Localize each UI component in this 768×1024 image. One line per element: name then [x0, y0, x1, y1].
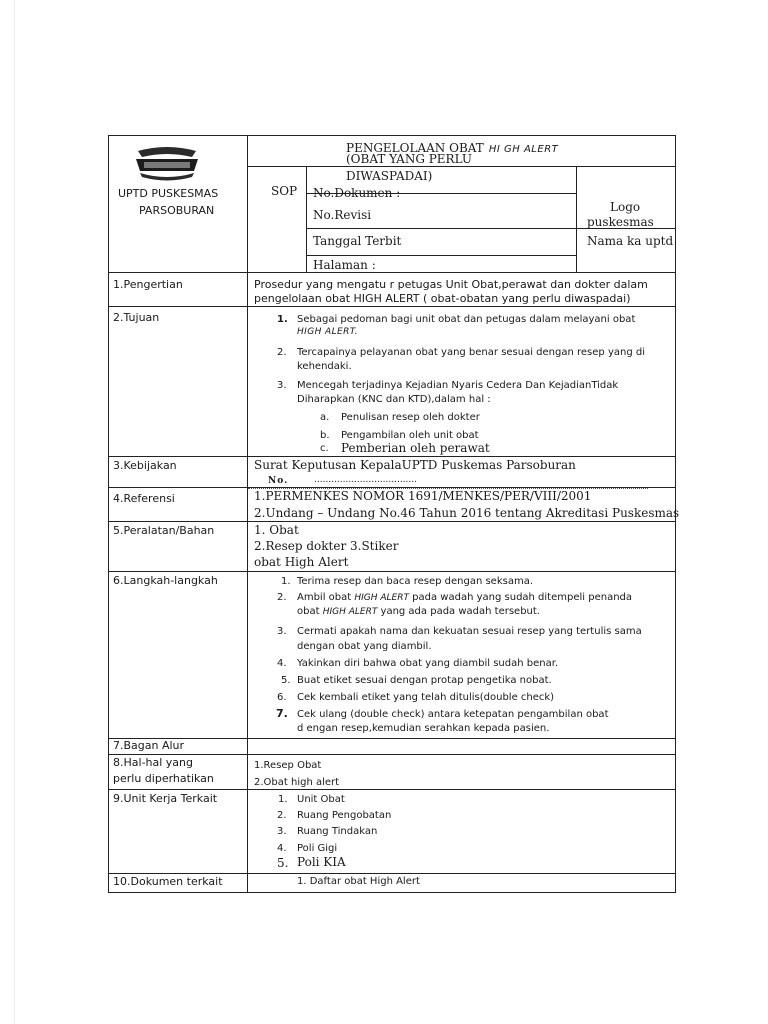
kebijakan-no-dots: ....................................	[314, 475, 417, 485]
step-text: pada wadah yang sudah ditempeli penanda	[409, 592, 633, 603]
list-item: Poli Gigi	[297, 843, 338, 854]
dokumen-item: 1. Daftar obat High Alert	[297, 876, 420, 887]
sub-item-number: c.	[320, 443, 329, 454]
halaman: Halaman :	[313, 258, 376, 272]
list-item-number: 2.	[277, 810, 287, 821]
title-line3: DIWASPADAI)	[346, 169, 433, 183]
unit-kerja-label: 9.Unit Kerja Terkait	[113, 792, 218, 805]
list-item-number: 3.	[277, 380, 287, 391]
org-name-line2: PARSOBURAN	[139, 204, 215, 217]
sub-item-number: b.	[320, 430, 330, 441]
referensi-line-2: 2.Undang – Undang No.46 Tahun 2016 tentang Akreditasi Puskesmas	[254, 506, 680, 520]
list-item: Diharapkan (KNC dan KTD),dalam hal :	[297, 394, 491, 405]
step-number: 3.	[277, 626, 287, 637]
sub-item: Pemberian oleh perawat	[341, 441, 490, 455]
hal-line-2: 2.Obat high alert	[254, 777, 340, 788]
peralatan-line-2: 2.Resep dokter 3.Stiker	[254, 539, 399, 553]
peralatan-line-1: 1. Obat	[254, 523, 299, 537]
referensi-label: 4.Referensi	[113, 492, 175, 505]
step-number: 4.	[277, 658, 287, 669]
list-item-number: 2.	[277, 347, 287, 358]
list-item: Sebagai pedoman bagi unit obat dan petugas dalam melayani obat	[297, 314, 636, 325]
no-dokumen: No.Dokumen :	[313, 186, 401, 200]
org-name-line1: UPTD PUSKESMAS	[118, 187, 219, 200]
peralatan-line-3: obat High Alert	[254, 555, 349, 569]
step-item: Cek kembali etiket yang telah ditulis(double check)	[297, 692, 555, 703]
bagan-label: 7.Bagan Alur	[113, 739, 185, 752]
list-item-number: 3.	[277, 826, 287, 837]
step-item: Cermati apakah nama dan kekuatan sesuai resep yang tertulis sama	[297, 626, 642, 637]
step-item	[297, 592, 632, 604]
sub-item: Pengambilan oleh unit obat	[341, 430, 479, 441]
dokumen-label: 10.Dokumen terkait	[113, 875, 223, 888]
list-item-number: 5.	[277, 856, 289, 870]
step-item: dengan obat yang diambil.	[297, 641, 432, 652]
step-text-italic: HIGH ALERT	[322, 607, 378, 617]
step-number: 6.	[277, 692, 287, 703]
langkah-label: 6.Langkah-langkah	[113, 574, 218, 587]
tujuan-label: 2.Tujuan	[113, 311, 160, 324]
step-text-italic: HIGH ALERT	[354, 593, 409, 603]
pengertian-label: 1.Pengertian	[113, 278, 183, 291]
step-item: Terima resep dan baca resep dengan seksama.	[297, 576, 534, 587]
hal-label-line1: 8.Hal-hal yang	[113, 756, 194, 769]
step-item: Cek ulang (double check) antara ketepatan pengambilan obat	[297, 709, 609, 720]
list-item: Unit Obat	[297, 794, 345, 805]
list-item: Poli KIA	[297, 855, 346, 869]
step-item: Buat etiket sesuai dengan protap pengetika nobat.	[297, 675, 552, 686]
list-item: Tercapainya pelayanan obat yang benar sesuai dengan resep yang di	[297, 347, 645, 358]
step-number: 7.	[276, 707, 288, 720]
list-item: HIGH ALERT.	[297, 327, 358, 337]
sub-item-number: a.	[320, 412, 330, 423]
kebijakan-label: 3.Kebijakan	[113, 459, 177, 472]
list-item: kehendaki.	[297, 361, 352, 372]
kebijakan-text: Surat Keputusan KepalaUPTD Puskemas Parsoburan	[254, 458, 576, 472]
referensi-line-1: 1.PERMENKES NOMOR 1691/MENKES/PER/VIII/2001	[254, 489, 592, 503]
title-line2: (OBAT YANG PERLU	[346, 152, 473, 166]
page-edge	[14, 0, 15, 1024]
sub-item: Penulisan resep oleh dokter	[341, 412, 480, 423]
step-text: obat	[297, 606, 323, 617]
logo-placeholder-line2: puskesmas	[587, 215, 654, 229]
peralatan-label: 5.Peralatan/Bahan	[113, 524, 215, 537]
step-text: yang ada pada wadah tersebut.	[377, 606, 540, 617]
tanggal-terbit: Tanggal Terbit	[313, 234, 402, 248]
pengertian-text-1: Prosedur yang mengatu r petugas Unit Obat,perawat dan dokter dalam	[254, 278, 648, 291]
kebijakan-no-label: No.	[268, 476, 289, 486]
list-item-number: 1.	[278, 794, 288, 805]
step-number: 5.	[281, 675, 291, 686]
list-item-number: 1.	[277, 314, 288, 325]
hal-label-line2: perlu diperhatikan	[113, 772, 214, 785]
step-number: 2.	[277, 592, 287, 603]
step-item: Yakinkan diri bahwa obat yang diambil sudah benar.	[297, 658, 559, 669]
no-revisi: No.Revisi	[313, 208, 372, 222]
step-number: 1.	[281, 576, 291, 587]
title-main: PENGELOLAAN OBAT	[346, 141, 484, 155]
hal-line-1: 1.Resep Obat	[254, 760, 322, 771]
step-text: Ambil obat	[297, 592, 355, 603]
step-item	[297, 606, 540, 618]
step-item: d engan resep,kemudian serahkan kepada pasien.	[297, 723, 550, 734]
list-item: Mencegah terjadinya Kejadian Nyaris Cedera Dan KejadianTidak	[297, 380, 619, 391]
puskesmas-logo	[132, 143, 202, 183]
pengertian-text-2: pengelolaan obat HIGH ALERT ( obat-obatan yang perlu diwaspadai)	[254, 292, 631, 305]
title-italic: HI GH ALERT	[488, 144, 559, 155]
nama-ka-uptd: Nama ka uptd	[587, 234, 674, 248]
list-item-number: 4.	[277, 843, 287, 854]
list-item: Ruang Tindakan	[297, 826, 378, 837]
logo-placeholder-line1: Logo	[610, 200, 641, 214]
sop-label: SOP	[271, 184, 298, 198]
list-item: Ruang Pengobatan	[297, 810, 392, 821]
